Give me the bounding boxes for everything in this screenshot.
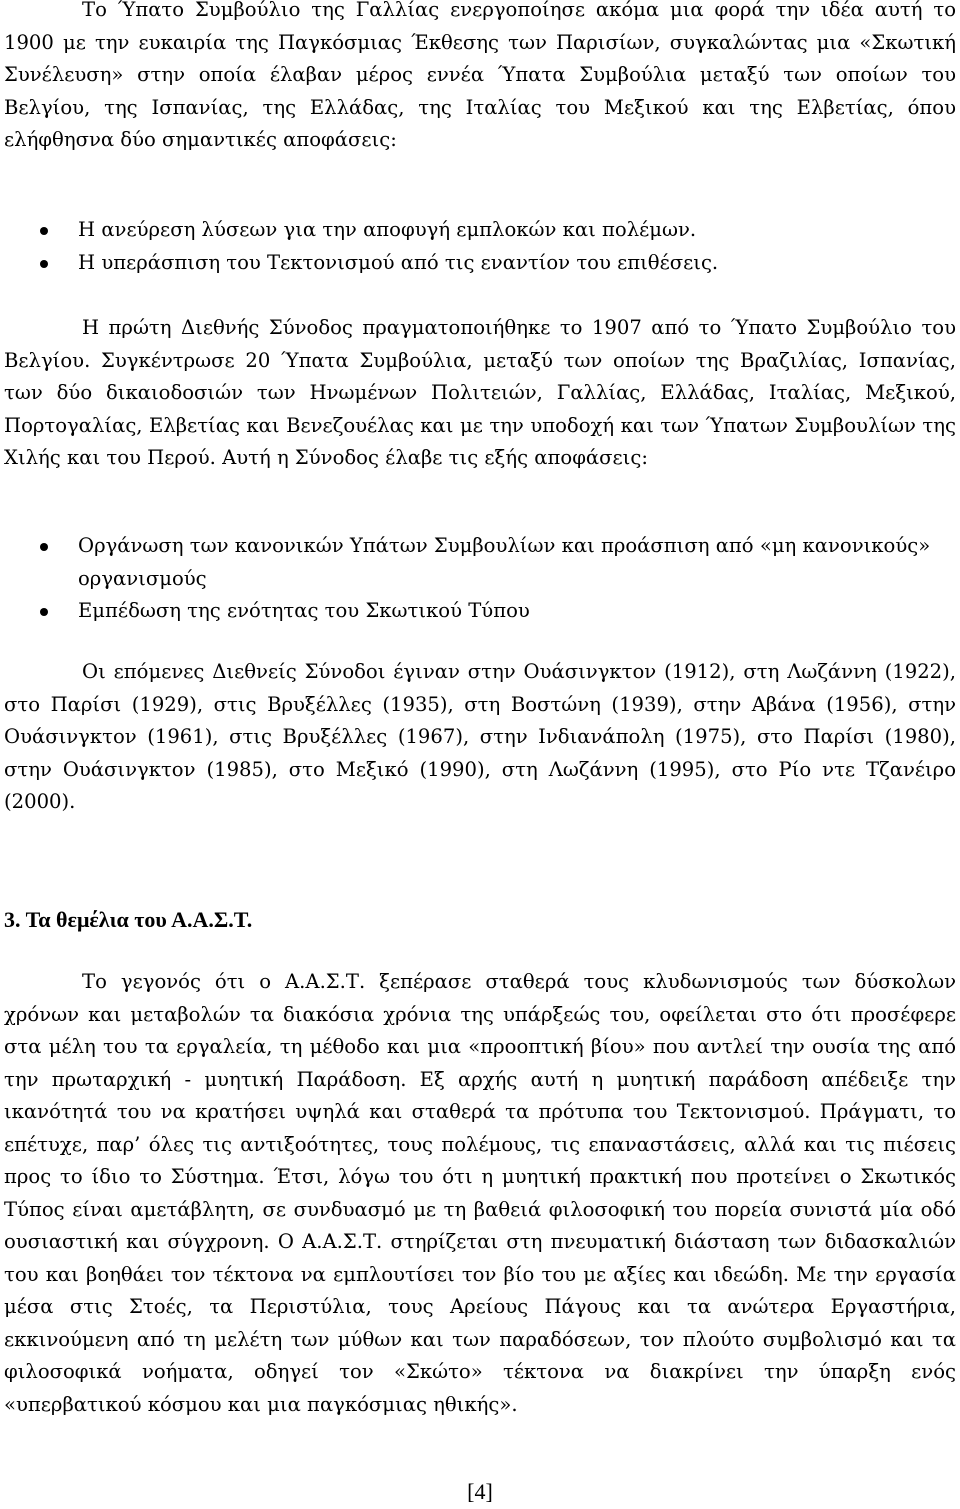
section-heading: 3. Τα θεμέλια του Α.Α.Σ.Τ. (4, 907, 253, 932)
list-item-text: Οργάνωση των κανονικών Υπάτων Συμβουλίων και προάσπιση από «μη κανονικούς» οργανισμούς (78, 534, 931, 590)
bullet-list-decisions-1907 (0, 530, 960, 628)
list-item-text: Η ανεύρεση λύσεων για την αποφυγή εμπλοκών και πολέμων. (78, 218, 697, 241)
bullet-icon (40, 227, 48, 235)
bullet-icon (40, 543, 48, 551)
list-item (0, 214, 960, 247)
bullet-icon (40, 608, 48, 616)
list-item-text: Εμπέδωση της ενότητας του Σκωτικού Τύπου (78, 599, 530, 622)
bullet-icon (40, 260, 48, 268)
paragraph-subsequent-synods: Οι επόμενες Διεθνείς Σύνοδοι έγιναν στην Ουάσινγκτον (1912), στη Λωζάννη (1922), στο Παρίσι (1929), στις Βρυξέλλες (1935), στη Βοστώνη (1939), στην Αβάνα (1956), στην Ουάσινγκτον (1961), στις Βρυξέλλες (1967), στην Ινδιανάπολη (1975), στο Παρίσι (1980), στην Ουάσινγκτον (1985), στο Μεξικό (1990), στη Λωζάννη (1995), στο Ρίο ντε Τζανέιρο (2000). (4, 660, 956, 813)
list-item-text: Η υπεράσπιση του Τεκτονισμού από τις εναντίον του επιθέσεις. (78, 250, 719, 274)
list-item (0, 595, 960, 628)
page-number: [4] (467, 1479, 493, 1504)
bullet-list-decisions-1900 (0, 214, 960, 279)
paragraph-foundations: Το γεγονός ότι ο Α.Α.Σ.Τ. ξεπέρασε σταθερά τους κλυδωνισμούς των δύσκολων χρόνων και μεταβολών τα διακόσια χρόνια της υπάρξεώς του, οφείλεται στο ότι προσέφερε στα μέλη του τα εργαλεία, τη μέθοδο και μια «προοπτική βίου» που αντλεί την ουσία της από την πρωταρχική - μυητική Παράδοση. Εξ αρχής αυτή η μυητική παράδοση απέδειξε την ικανότητά του να κρατήσει υψηλά και σταθερά τα πρότυπα του Τεκτονισμού. Πράγματι, το επέτυχε, παρ’ όλες τις αντιξοότητες, τους πολέμους, τις επαναστάσεις, αλλά και τις πιέσεις προς το ίδιο το Σύστημα. Έτσι, λόγω του ότι η μυητική πρακτική που προτείνει ο Σκωτικός Τύπος είναι αμετάβλητη, σε συνδυασμό με τη βαθειά φιλοσοφική του πορεία συνιστά μία οδό ουσιαστική και σύγχρονη. Ο Α.Α.Σ.Τ. στηρίζεται στη πνευματική διάσταση των διδασκαλιών του και βοηθάει τον τέκτονα να εμπλουτίσει τον βίο του με αξίες και ιδεώδη. Με την εργασία μέσα στις Στοές, τα Περιστύλια, τους Αρείους Πάγους και τα ανώτερα Εργαστήρια, εκκινούμενη από τη μελέτη των μύθων και των παραδόσεων, τον πλούτο συμβολισμό και τα φιλοσοφικά νοήματα, οδηγεί τον «Σκώτο» τέκτονα να διακρίνει την ύπαρξη ενός «υπερβατικού κόσμου και μια παγκόσμιας ηθικής». (4, 970, 956, 1416)
list-item (0, 530, 960, 595)
paragraph-first-international-synod: Η πρώτη Διεθνής Σύνοδος πραγματοποιήθηκε το 1907 από το Ύπατο Συμβούλιο του Βελγίου. Συγκέντρωσε 20 Ύπατα Συμβούλια, μεταξύ των οποίων της Βραζιλίας, Ισπανίας, των δύο δικαιοδοσιών των Ηνωμένων Πολιτειών, Γαλλίας, Ελλάδας, Ιταλίας, Μεξικού, Πορτογαλίας, Ελβετίας και Βενεζουέλας και με την υποδοχή και των Ύπατων Συμβουλίων της Χιλής και του Περού. Αυτή η Σύνοδος έλαβε τις εξής αποφάσεις: (4, 316, 956, 469)
paragraph-supreme-council-france: Το Ύπατο Συμβούλιο της Γαλλίας ενεργοποίησε ακόμα μια φορά την ιδέα αυτή το 1900 με την ευκαιρία της Παγκόσμιας Έκθεσης των Παρισίων, συγκαλώντας μια «Σκωτική Συνέλευση» στην οποία έλαβαν μέρος εννέα Ύπατα Συμβούλια μεταξύ των οποίων του Βελγίου, της Ισπανίας, της Ελλάδας, της Ιταλίας του Μεξικού και της Ελβετίας, όπου ελήφθησνα δύο σημαντικές αποφάσεις: (4, 0, 956, 151)
list-item (0, 247, 960, 280)
